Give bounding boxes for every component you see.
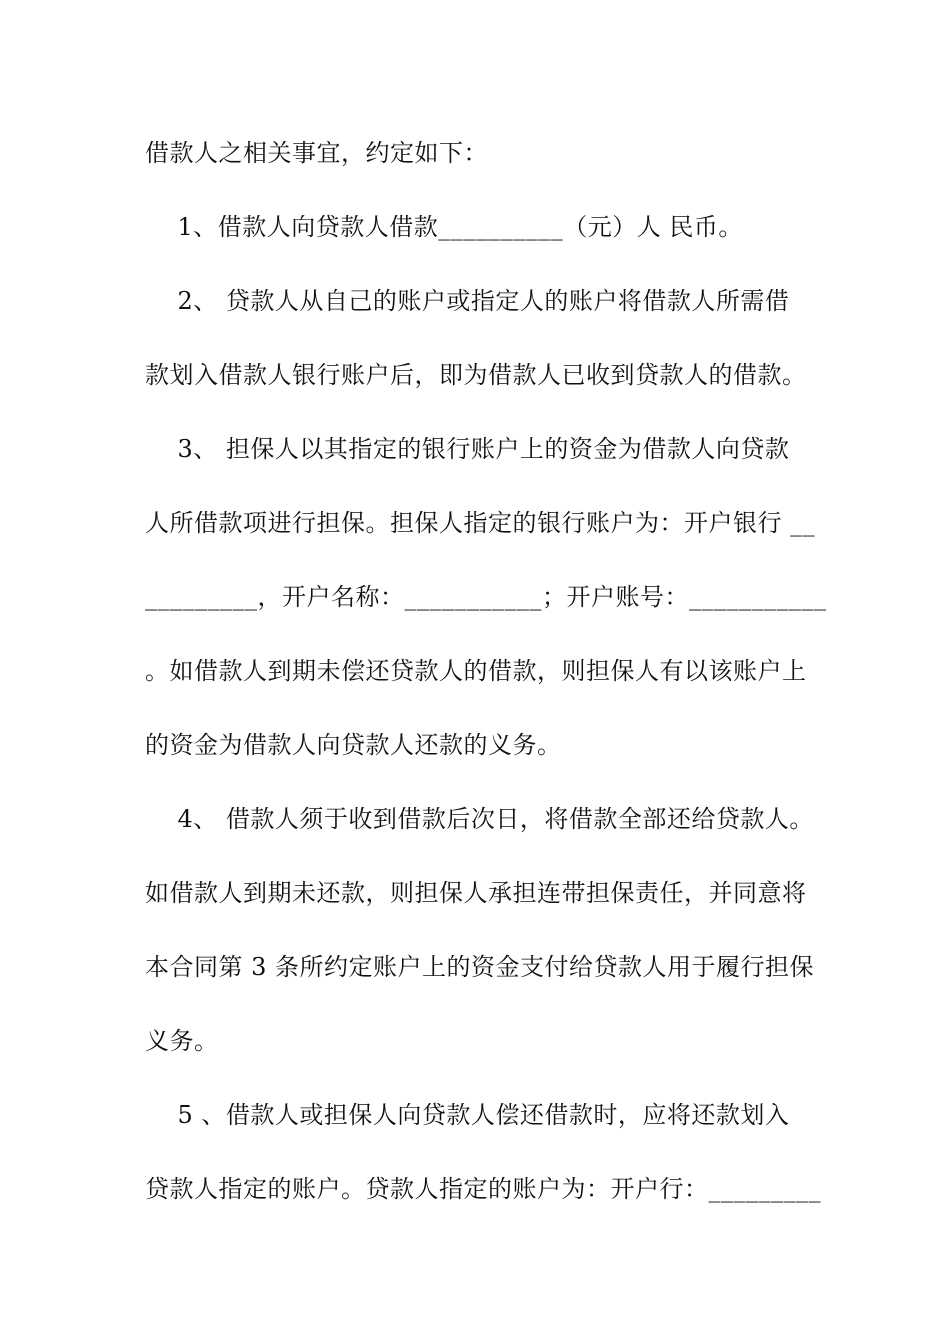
clause-4-line-2: 如借款人到期未还款，则担保人承担连带担保责任，并同意将: [145, 879, 807, 907]
clause-4-line-3: 本合同第 3 条所约定账户上的资金支付给贷款人用于履行担保: [145, 953, 815, 981]
clause-3-line-5: 的资金为借款人向贷款人还款的义务。: [145, 731, 562, 759]
clause-3-line-2: 人所借款项进行担保。担保人指定的银行账户为：开户银行 __: [145, 509, 816, 537]
clause-4-line-1: 4、 借款人须于收到借款后次日，将借款全部还给贷款人。: [145, 805, 814, 833]
clause-1-line-1: 1、借款人向贷款人借款__________（元）人 民币。: [145, 213, 743, 241]
clause-5-line-2: 贷款人指定的账户。贷款人指定的账户为：开户行：_________: [145, 1175, 821, 1203]
clause-3-line-4: 。如借款人到期未偿还贷款人的借款，则担保人有以该账户上: [145, 657, 807, 685]
clause-2-line-1: 2、 贷款人从自己的账户或指定人的账户将借款人所需借: [145, 287, 790, 315]
clause-3-line-1: 3、 担保人以其指定的银行账户上的资金为借款人向贷款: [145, 435, 790, 463]
clause-5-line-1: 5 、借款人或担保人向贷款人偿还借款时，应将还款划入: [145, 1101, 790, 1129]
clause-4-line-4: 义务。: [145, 1027, 219, 1055]
clause-3-line-3: _________，开户名称：___________；开户账号：___________: [145, 583, 827, 611]
text-line-1: 借款人之相关事宜，约定如下：: [145, 139, 488, 167]
clause-2-line-2: 款划入借款人银行账户后，即为借款人已收到贷款人的借款。: [145, 361, 807, 389]
